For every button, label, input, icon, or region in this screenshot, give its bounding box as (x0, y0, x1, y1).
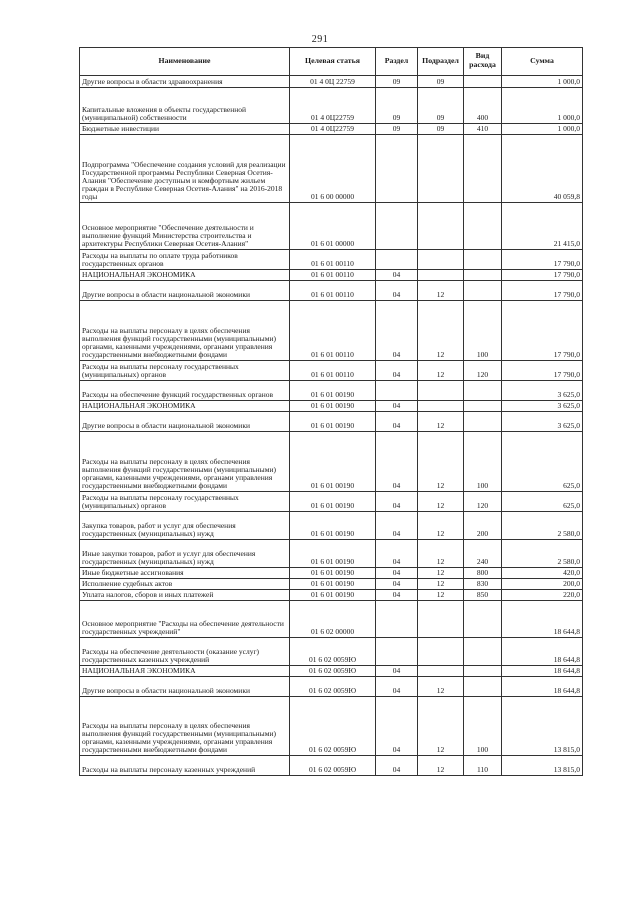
row-name: Основное мероприятие "Расходы на обеспечение деятельности государственных учреждений" (80, 601, 290, 638)
table-row (80, 250, 583, 270)
table-row (80, 203, 583, 250)
row-sum: 17 790,0 (502, 301, 583, 361)
row-expense-type: 410 (464, 124, 502, 135)
row-subsection: 12 (418, 677, 464, 697)
row-sum: 200,0 (502, 579, 583, 590)
row-code: 01 6 02 0059Ю (290, 638, 376, 666)
row-section: 04 (376, 666, 418, 677)
table-row (80, 432, 583, 492)
row-code: 01 6 02 0059Ю (290, 666, 376, 677)
row-sum: 625,0 (502, 492, 583, 512)
row-section (376, 135, 418, 203)
row-name: Исполнение судебных актов (80, 579, 290, 590)
row-sum: 2 580,0 (502, 540, 583, 568)
table-row (80, 590, 583, 601)
row-expense-type (464, 666, 502, 677)
table-row (80, 756, 583, 776)
table-row (80, 492, 583, 512)
row-expense-type: 400 (464, 88, 502, 124)
row-subsection: 12 (418, 432, 464, 492)
row-subsection: 12 (418, 697, 464, 756)
table-row (80, 540, 583, 568)
row-subsection (418, 666, 464, 677)
row-section: 04 (376, 512, 418, 540)
row-section: 04 (376, 301, 418, 361)
row-expense-type: 120 (464, 492, 502, 512)
row-code: 01 6 01 00190 (290, 401, 376, 412)
row-expense-type (464, 412, 502, 432)
row-subsection (418, 381, 464, 401)
row-subsection: 12 (418, 412, 464, 432)
row-expense-type (464, 281, 502, 301)
row-expense-type (464, 638, 502, 666)
row-subsection: 12 (418, 756, 464, 776)
row-subsection: 12 (418, 281, 464, 301)
row-section: 04 (376, 697, 418, 756)
header-subsection: Подраздел (418, 48, 464, 76)
row-section (376, 250, 418, 270)
row-name: Другие вопросы в области национальной экономики (80, 281, 290, 301)
row-section: 04 (376, 677, 418, 697)
row-expense-type (464, 250, 502, 270)
table-row (80, 381, 583, 401)
row-subsection: 09 (418, 76, 464, 88)
row-expense-type: 850 (464, 590, 502, 601)
table-row (80, 361, 583, 381)
row-name: Закупка товаров, работ и услуг для обеспечения государственных (муниципальных) нужд (80, 512, 290, 540)
table-row (80, 677, 583, 697)
table-row (80, 124, 583, 135)
budget-table (79, 47, 583, 776)
row-sum: 17 790,0 (502, 361, 583, 381)
row-sum: 17 790,0 (502, 281, 583, 301)
row-name: Уплата налогов, сборов и иных платежей (80, 590, 290, 601)
row-code: 01 6 02 0059Ю (290, 756, 376, 776)
row-section: 09 (376, 76, 418, 88)
row-code: 01 4 0Ц 22759 (290, 76, 376, 88)
row-subsection: 12 (418, 301, 464, 361)
row-subsection: 12 (418, 540, 464, 568)
row-name: НАЦИОНАЛЬНАЯ ЭКОНОМИКА (80, 270, 290, 281)
row-sum: 13 815,0 (502, 756, 583, 776)
row-code: 01 4 0Ц22759 (290, 88, 376, 124)
row-code: 01 6 01 00190 (290, 492, 376, 512)
row-code: 01 6 00 00000 (290, 135, 376, 203)
row-name: Расходы на обеспечение функций государственных органов (80, 381, 290, 401)
row-sum: 18 644,8 (502, 677, 583, 697)
row-section: 04 (376, 401, 418, 412)
row-name: Расходы на выплаты по оплате труда работников государственных органов (80, 250, 290, 270)
row-sum: 18 644,8 (502, 666, 583, 677)
row-expense-type (464, 677, 502, 697)
row-code: 01 6 01 00110 (290, 301, 376, 361)
table-body (80, 76, 583, 776)
row-subsection: 12 (418, 568, 464, 579)
row-expense-type (464, 203, 502, 250)
row-expense-type (464, 76, 502, 88)
row-sum: 625,0 (502, 432, 583, 492)
row-name: Бюджетные инвестиции (80, 124, 290, 135)
row-section: 04 (376, 590, 418, 601)
row-sum: 18 644,8 (502, 601, 583, 638)
row-section: 04 (376, 281, 418, 301)
row-code: 01 6 01 00000 (290, 203, 376, 250)
row-sum: 1 000,0 (502, 76, 583, 88)
row-sum: 420,0 (502, 568, 583, 579)
row-subsection (418, 250, 464, 270)
row-name: Расходы на выплаты персоналу в целях обеспечения выполнения функций государственными (муниципальными) органами, казенными учреждениями, органами управления государственными внебюджетными фондами (80, 697, 290, 756)
row-subsection (418, 638, 464, 666)
row-sum: 3 625,0 (502, 381, 583, 401)
row-sum: 220,0 (502, 590, 583, 601)
row-code: 01 6 01 00190 (290, 432, 376, 492)
row-subsection (418, 135, 464, 203)
header-name: Наименование (80, 48, 290, 76)
table-row (80, 270, 583, 281)
row-subsection (418, 601, 464, 638)
row-code: 01 6 01 00110 (290, 250, 376, 270)
row-subsection: 09 (418, 124, 464, 135)
row-section (376, 638, 418, 666)
row-name: Другие вопросы в области здравоохранения (80, 76, 290, 88)
table-row (80, 281, 583, 301)
row-section: 04 (376, 579, 418, 590)
row-name: Расходы на выплаты персоналу государственных (муниципальных) органов (80, 361, 290, 381)
row-name: Другие вопросы в области национальной экономики (80, 412, 290, 432)
row-subsection: 12 (418, 579, 464, 590)
row-expense-type (464, 270, 502, 281)
row-code: 01 4 0Ц22759 (290, 124, 376, 135)
header-row (80, 48, 583, 76)
row-name: Иные закупки товаров, работ и услуг для обеспечения государственных (муниципальных) нужд (80, 540, 290, 568)
table-row (80, 666, 583, 677)
table-row (80, 76, 583, 88)
row-code: 01 6 01 00190 (290, 381, 376, 401)
row-section: 04 (376, 361, 418, 381)
row-expense-type (464, 135, 502, 203)
table-row (80, 301, 583, 361)
row-name: Подпрограмма "Обеспечение создания условий для реализации Государственной программы Республики Северная Осетия-Алания "Обеспечение доступным и комфортным жильем граждан в Республике Северная Осетия-Алания" на 2016-2018 годы (80, 135, 290, 203)
header-expense-type: Вид расхода (464, 48, 502, 76)
row-expense-type (464, 601, 502, 638)
row-section: 04 (376, 492, 418, 512)
row-sum: 17 790,0 (502, 250, 583, 270)
row-expense-type (464, 381, 502, 401)
row-code: 01 6 01 00110 (290, 361, 376, 381)
table-row (80, 601, 583, 638)
row-code: 01 6 01 00110 (290, 281, 376, 301)
row-sum: 1 000,0 (502, 88, 583, 124)
row-name: Капитальные вложения в объекты государственной (муниципальной) собственности (80, 88, 290, 124)
row-code: 01 6 01 00190 (290, 512, 376, 540)
row-code: 01 6 01 00110 (290, 270, 376, 281)
row-section: 04 (376, 540, 418, 568)
row-sum: 3 625,0 (502, 401, 583, 412)
row-section (376, 381, 418, 401)
row-section (376, 601, 418, 638)
table-row (80, 697, 583, 756)
row-section: 09 (376, 88, 418, 124)
table-row (80, 135, 583, 203)
row-expense-type: 100 (464, 432, 502, 492)
row-sum: 13 815,0 (502, 697, 583, 756)
row-expense-type (464, 401, 502, 412)
row-code: 01 6 01 00190 (290, 412, 376, 432)
row-expense-type: 200 (464, 512, 502, 540)
row-subsection: 12 (418, 512, 464, 540)
row-section: 04 (376, 270, 418, 281)
row-name: Расходы на выплаты персоналу казенных учреждений (80, 756, 290, 776)
table-row (80, 568, 583, 579)
table-row (80, 401, 583, 412)
row-name: Расходы на выплаты персоналу государственных (муниципальных) органов (80, 492, 290, 512)
row-sum: 3 625,0 (502, 412, 583, 432)
row-sum: 17 790,0 (502, 270, 583, 281)
header-section: Раздел (376, 48, 418, 76)
row-expense-type: 240 (464, 540, 502, 568)
row-expense-type: 830 (464, 579, 502, 590)
row-section (376, 203, 418, 250)
row-section: 04 (376, 432, 418, 492)
row-code: 01 6 02 0059Ю (290, 677, 376, 697)
row-subsection (418, 401, 464, 412)
row-name: Другие вопросы в области национальной экономики (80, 677, 290, 697)
row-sum: 21 415,0 (502, 203, 583, 250)
row-sum: 40 059,8 (502, 135, 583, 203)
row-subsection (418, 203, 464, 250)
table-row (80, 579, 583, 590)
row-sum: 1 000,0 (502, 124, 583, 135)
header-code: Целевая статья (290, 48, 376, 76)
table-row (80, 88, 583, 124)
row-expense-type: 100 (464, 301, 502, 361)
row-expense-type: 120 (464, 361, 502, 381)
row-code: 01 6 01 00190 (290, 568, 376, 579)
row-code: 01 6 01 00190 (290, 540, 376, 568)
table-row (80, 512, 583, 540)
row-subsection: 12 (418, 492, 464, 512)
row-expense-type: 100 (464, 697, 502, 756)
row-expense-type: 800 (464, 568, 502, 579)
page-number: 291 (311, 34, 329, 45)
row-name: Расходы на обеспечение деятельности (оказание услуг) государственных казенных учреждений (80, 638, 290, 666)
row-name: Основное мероприятие "Обеспечение деятельности и выполнение функций Министерства строительства и архитектуры Республики Северная Осетия-Алания" (80, 203, 290, 250)
row-section: 04 (376, 756, 418, 776)
row-section: 09 (376, 124, 418, 135)
row-code: 01 6 01 00190 (290, 579, 376, 590)
row-subsection: 09 (418, 88, 464, 124)
row-section: 04 (376, 412, 418, 432)
row-expense-type: 110 (464, 756, 502, 776)
row-name: НАЦИОНАЛЬНАЯ ЭКОНОМИКА (80, 666, 290, 677)
row-subsection: 12 (418, 361, 464, 381)
row-code: 01 6 01 00190 (290, 590, 376, 601)
table-row (80, 412, 583, 432)
row-code: 01 6 02 0059Ю (290, 697, 376, 756)
row-name: НАЦИОНАЛЬНАЯ ЭКОНОМИКА (80, 401, 290, 412)
row-subsection: 12 (418, 590, 464, 601)
row-code: 01 6 02 00000 (290, 601, 376, 638)
row-name: Расходы на выплаты персоналу в целях обеспечения выполнения функций государственными (муниципальными) органами, казенными учреждениями, органами управления государственными внебюджетными фондами (80, 301, 290, 361)
table-row (80, 638, 583, 666)
row-subsection (418, 270, 464, 281)
row-name: Иные бюджетные ассигнования (80, 568, 290, 579)
row-section: 04 (376, 568, 418, 579)
row-sum: 18 644,8 (502, 638, 583, 666)
header-sum: Сумма (502, 48, 583, 76)
row-name: Расходы на выплаты персоналу в целях обеспечения выполнения функций государственными (муниципальными) органами, казенными учреждениями, органами управления государственными внебюджетными фондами (80, 432, 290, 492)
row-sum: 2 580,0 (502, 512, 583, 540)
